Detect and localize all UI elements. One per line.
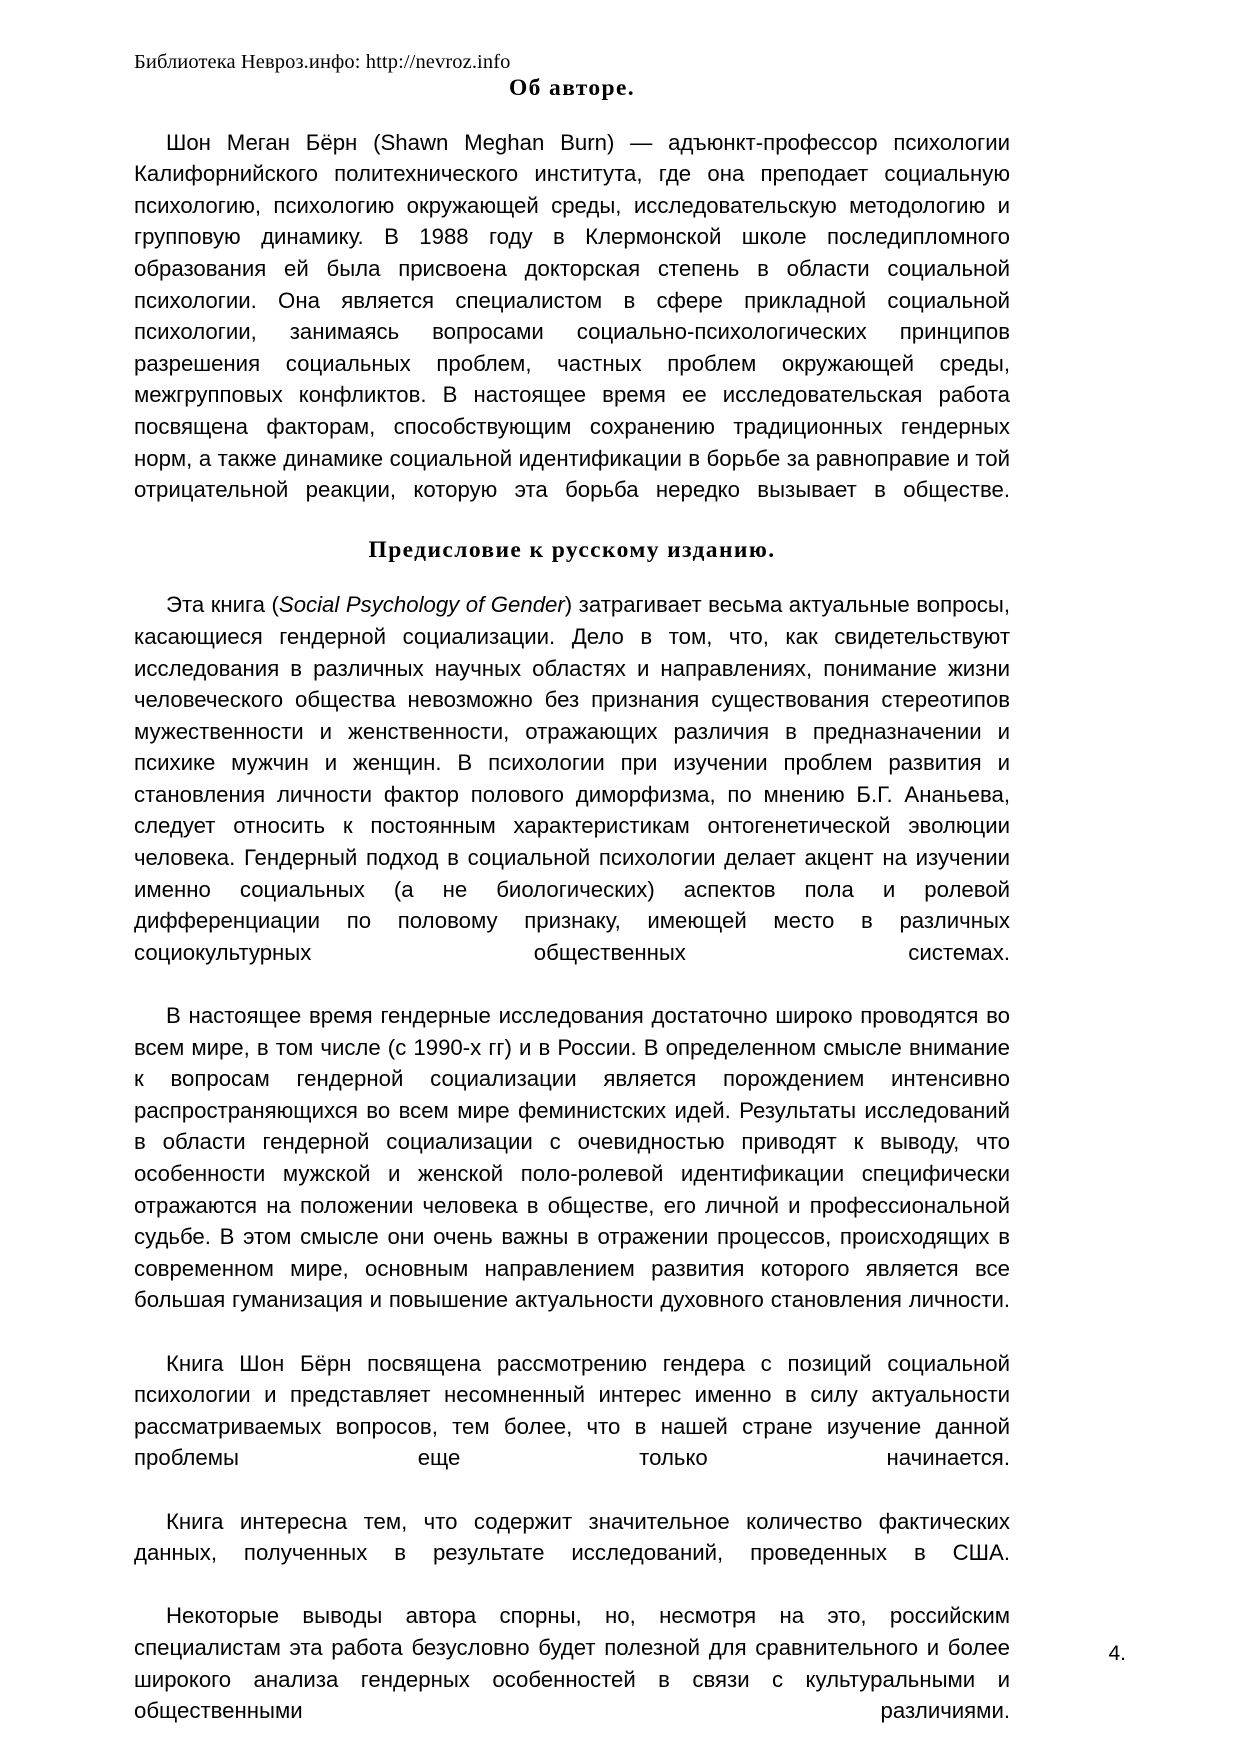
heading-preface: Предисловие к русскому изданию. (368, 537, 776, 564)
page-content (134, 0, 1010, 1758)
paragraph-preface-4: Книга интересна тем, что содержит значительное количество фактических данных, полученных в результате исследований, проведенных в США. (134, 1508, 1010, 1566)
heading-about-author: Об авторе. (508, 74, 636, 101)
paragraph-author-bio: Шон Меган Бёрн (Shawn Meghan Burn) — адъюнкт-профессор психологии Калифорнийского политехнического института, где она преподает социальную психологию, психологию окружающей среды, исследовательскую методологию и групповую динамику. В 1988 году в Клермонской школе последипломного образования ей была присвоена докторская степень в области социальной психологии. Она является специалистом в сфере прикладной социальной психологии, занимаясь вопросами социально-психологических принципов разрешения социальных проблем, частных проблем окружающей среды, межгрупповых конфликтов. В настоящее время ее исследовательская работа посвящена факторам, способствующим сохранению традиционных гендерных норм, а также динамике социальной идентификации в борьбе за равноправие и той отрицательной реакции, которую эта борьба нередко вызывает в обществе. (134, 129, 1010, 503)
running-head: Библиотека Невроз.инфо: http://nevroz.info (134, 51, 511, 73)
book-title-italic: Social Psychology of Gender (278, 592, 565, 618)
paragraph-preface-2: В настоящее время гендерные исследования достаточно широко проводятся во всем мире, в том числе (с 1990-х гг) и в России. В определенном смысле внимание к вопросам гендерной социализации является порождением интенсивно распространяющихся во всем мире феминистских идей. Результаты исследований в области гендерной социализации с очевидностью приводят к выводу, что особенности мужской и женской поло-ролевой идентификации специфически отражаются на положении человека в обществе, его личной и профессиональной судьбе. В этом смысле они очень важны в отражении процессов, происходящих в современном мире, основным направлением развития которого является все большая гуманизация и повышение актуальности духовного становления личности. (134, 1003, 1010, 1313)
paragraph-text-run: Эта книга ( (166, 592, 279, 618)
paragraph-preface-1 (134, 589, 1010, 1000)
page-number: 4. (1108, 1642, 1126, 1665)
paragraph-text-run: ) затрагивает весьма актуальные вопросы, касающиеся гендерной социализации. Дело в том, что, как свидетельствуют исследования в различных научных областях и направлениях, понимание жизни человеческого общества невозможно без признания существования стереотипов мужественности и женственности, отражающих различия в предназначении и психике мужчин и женщин. В психологии при изучении проблем развития и становления личности фактор полового диморфизма, по мнению Б.Г. Ананьева, следует относить к постоянным характеристикам онтогенетической эволюции человека. Гендерный подход в социальной психологии делает акцент на изучении именно социальных (а не биологических) аспектов пола и ролевой дифференциации по половому признаку, имеющей место в различных социокультурных общественных системах. (134, 592, 1011, 965)
paragraph-preface-3: Книга Шон Бёрн посвящена рассмотрению гендера с позиций социальной психологии и представляет несомненный интерес именно в силу актуальности рассматриваемых вопросов, тем более, что в нашей стране изучение данной проблемы еще только начинается. (134, 1350, 1010, 1471)
paragraph-preface-5: Некоторые выводы автора спорны, но, несмотря на это, российским специалистам эта работа безусловно будет полезной для сравнительного и более широкого анализа гендерных особенностей в связи с культуральными и общественными различиями. (134, 1603, 1010, 1724)
